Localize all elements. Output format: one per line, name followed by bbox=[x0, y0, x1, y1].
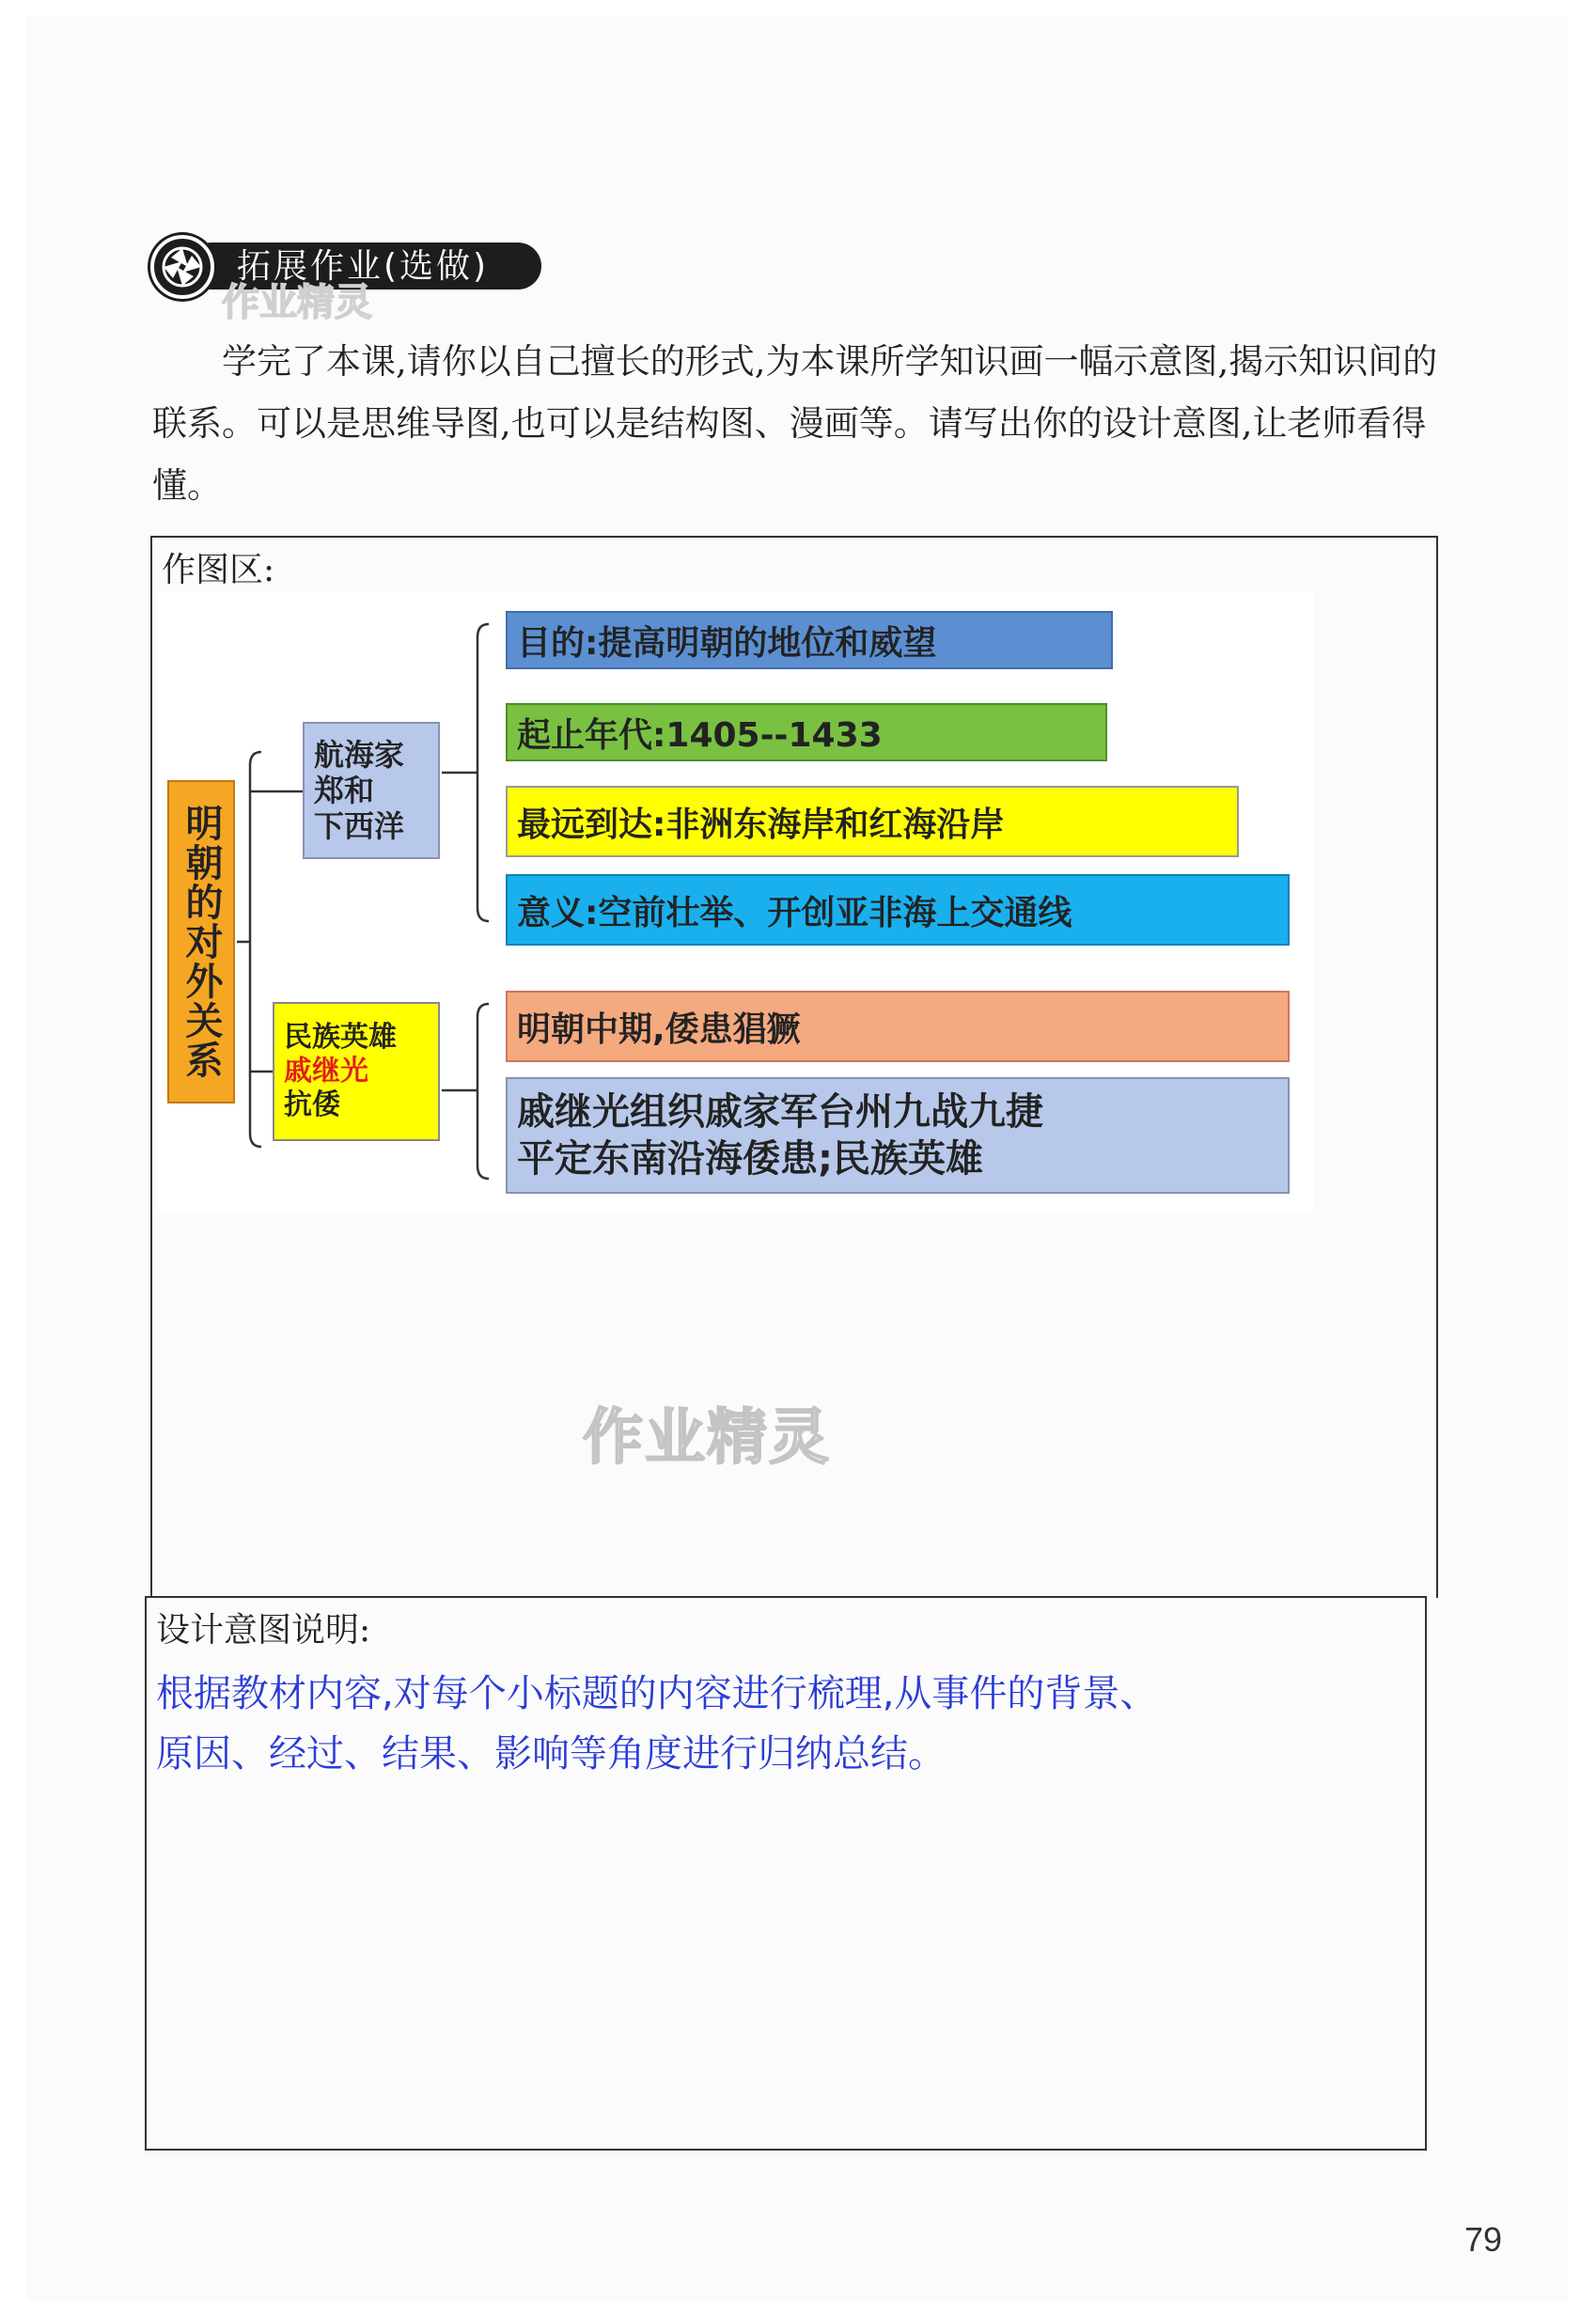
banner-title: 拓展作业(选做) bbox=[237, 247, 490, 286]
shutter-icon bbox=[150, 235, 214, 299]
leaf-purpose: 目的:提高明朝的地位和威望 bbox=[506, 611, 1113, 669]
page-number: 79 bbox=[1464, 2220, 1503, 2259]
watermark: 作业精灵 bbox=[583, 1403, 831, 1473]
explanation-area bbox=[145, 1596, 1427, 2151]
leaf-result: 戚继光组织戚家军台州九战九捷 平定东南沿海倭患;民族英雄 bbox=[506, 1077, 1290, 1194]
branch-qijiguang: 民族英雄 戚继光 抗倭 bbox=[273, 1002, 440, 1141]
explanation-label: 设计意图说明: bbox=[156, 1611, 371, 1650]
leaf-years: 起止年代:1405--1433 bbox=[506, 703, 1107, 761]
explanation-text bbox=[156, 1664, 1359, 1784]
leaf-background: 明朝中期,倭患猖獗 bbox=[506, 991, 1290, 1062]
explanation-line: 原因、经过、结果、影响等角度进行归纳总结。 bbox=[156, 1732, 946, 1776]
branch-zhenghe: 航海家 郑和 下西洋 bbox=[303, 722, 440, 859]
explanation-line: 根据教材内容,对每个小标题的内容进行梳理,从事件的背景、 bbox=[156, 1672, 1158, 1715]
drawing-area-label: 作图区: bbox=[162, 551, 275, 589]
intro-text: 学完了本课,请你以自己擅长的形式,为本课所学知识画一幅示意图,揭示知识间的联系。可以是思维导图,也可以是结构图、漫画等。请写出你的设计意图,让老师看得懂。 bbox=[152, 341, 1438, 506]
leaf-farthest: 最远到达:非洲东海岸和红海沿岸 bbox=[506, 786, 1239, 857]
leaf-significance: 意义:空前壮举、开创亚非海上交通线 bbox=[506, 874, 1290, 946]
root-node: 明 朝 的 对 外 关 系 bbox=[167, 780, 235, 1103]
mind-map bbox=[158, 592, 1314, 1213]
intro-paragraph bbox=[152, 331, 1442, 517]
watermark-top: 作业精灵 bbox=[222, 281, 372, 324]
